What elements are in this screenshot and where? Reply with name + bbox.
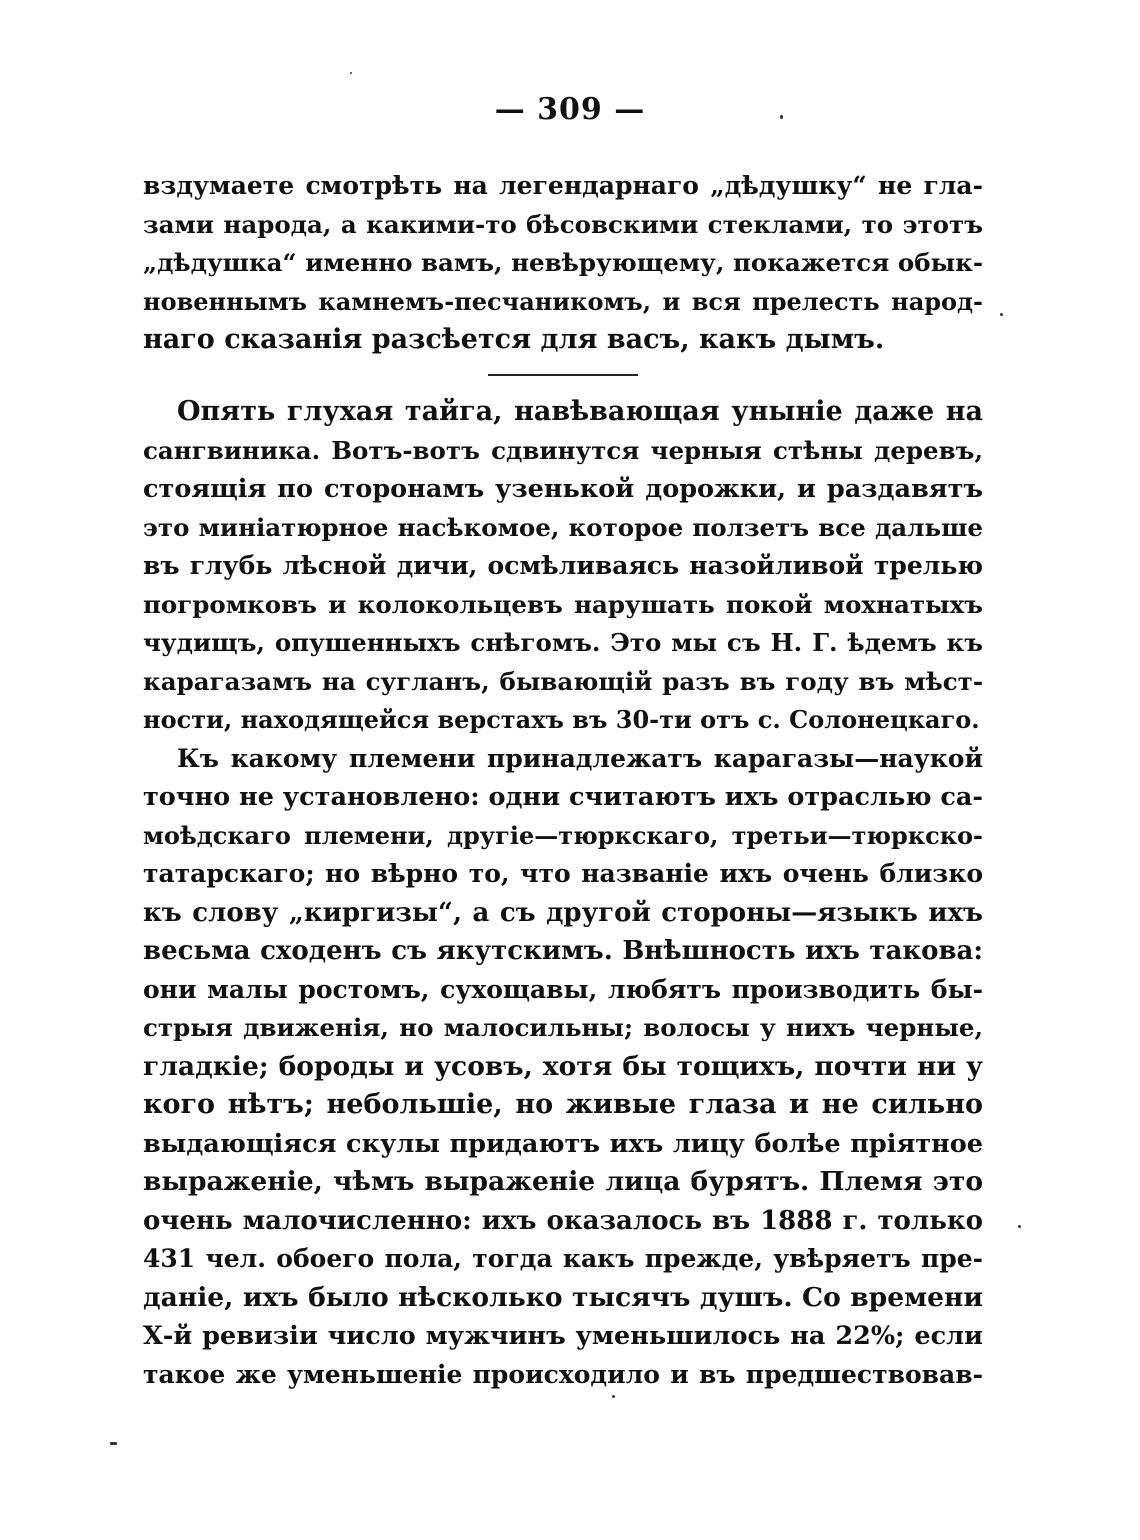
text-line: ности, находящейся верстахъ въ 30-ти отъ с. Солонецкаго. <box>143 705 980 734</box>
text-line: чудищъ, опушенныхъ снѣгомъ. Это мы съ Н. Г. ѣдемъ къ <box>143 628 983 657</box>
text-line: они малы ростомъ, сухощавы, любятъ производить бы- <box>143 974 983 1004</box>
text-line: наго сказанія разсѣется для васъ, какъ дымъ. <box>143 324 885 355</box>
text-line: карагазамъ на сугланъ, бывающій разъ въ году въ мѣст- <box>143 666 983 696</box>
text-line: весьма сходенъ съ якутскимъ. Внѣшность ихъ такова: <box>143 936 983 966</box>
text-line: въ глубь лѣсной дичи, осмѣливаясь назойливой трелью <box>143 551 983 580</box>
main-text <box>143 393 983 1394</box>
text-line: сангвиника. Вотъ-вотъ сдвинутся черныя стѣны деревъ, <box>143 435 983 465</box>
scan-speck <box>1018 1225 1021 1228</box>
scan-speck <box>350 72 352 74</box>
section-divider <box>488 374 638 376</box>
paragraph-continuation <box>143 167 983 360</box>
text-line: стрыя движенія, но малосильны; волосы у нихъ черные, <box>143 1013 983 1042</box>
text-line: татарскаго; но вѣрно то, что названіе ихъ очень близко <box>143 859 983 888</box>
text-line: погромковъ и колокольцевъ нарушать покой мохнатыхъ <box>143 589 983 619</box>
text-line: такое же уменьшеніе происходило и въ предшествовав- <box>143 1359 983 1389</box>
text-line: стоящія по сторонамъ узенькой дорожки, и раздавятъ <box>143 474 983 504</box>
text-line: къ слову „киргизы“, а съ другой стороны—языкъ ихъ <box>143 897 983 928</box>
page-number: — 309 — <box>494 92 646 127</box>
text-line: выдающіяся скулы придаютъ ихъ лицу болѣе пріятное <box>143 1128 983 1159</box>
text-line: „дѣдушка“ именно вамъ, невѣрующему, покажется обык- <box>143 248 983 277</box>
scan-speck <box>110 1442 117 1445</box>
scan-speck <box>780 115 783 119</box>
text-line: очень малочисленно: ихъ оказалось въ 1888 г. только <box>143 1205 983 1236</box>
text-line: выраженіе, чѣмъ выраженіе лица бурятъ. Племя это <box>143 1166 983 1197</box>
text-line: зами народа, а какими-то бѣсовскими стеклами, то этотъ <box>143 209 983 239</box>
text-line: Опять глухая тайга, навѣвающая уныніе даже на <box>177 396 983 427</box>
text-line: 431 чел. обоего пола, тогда какъ прежде, увѣряетъ пре- <box>143 1244 983 1273</box>
text-line: это миніатюрное насѣкомое, которое ползетъ все дальше <box>143 512 983 542</box>
text-line: даніе, ихъ было нѣсколько тысячъ душъ. Со времени <box>143 1281 983 1313</box>
text-line: гладкіе; бороды и усовъ, хотя бы тощихъ, почти ни у <box>143 1050 983 1082</box>
text-line: Х-й ревизіи число мужчинъ уменьшилось на 22%; если <box>143 1321 983 1351</box>
text-line: Къ какому племени принадлежатъ карагазы—наукой <box>177 743 983 773</box>
text-line: точно не установлено: одни считаютъ ихъ отраслью са- <box>143 782 983 812</box>
scan-speck <box>1000 313 1003 316</box>
text-line: кого нѣтъ; небольшіе, но живые глаза и не сильно <box>143 1089 983 1120</box>
text-line: моѣдскаго племени, другіе—тюркскаго, третьи—тюркско- <box>143 820 983 850</box>
text-line: вздумаете смотрѣть на легендарнаго „дѣдушку“ не гла- <box>143 171 983 200</box>
text-line: новеннымъ камнемъ-песчаникомъ, и вся прелесть народ- <box>143 286 983 316</box>
scan-speck <box>612 1395 615 1398</box>
